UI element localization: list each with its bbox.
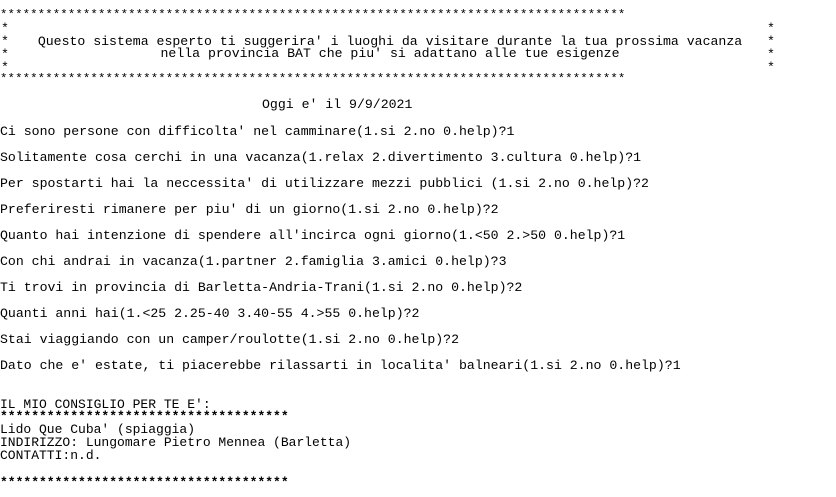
question-line <box>0 307 419 321</box>
banner-side-left: * <box>1 34 9 49</box>
banner-side-right: * <box>767 47 775 62</box>
banner-intro-line2: nella provincia BAT che piu' si adattano alle tue esigenze <box>160 46 620 61</box>
date-line: Oggi e' il 9/9/2021 <box>262 97 413 112</box>
question-text: Preferiresti rimanere per piu' di un giorno(1.si 2.no 0.help)? <box>0 202 491 217</box>
banner-side-left: * <box>1 60 9 75</box>
result-contacts: CONTATTI:n.d. <box>0 448 102 463</box>
result-address: INDIRIZZO: Lungomare Pietro Mennea (Barletta) <box>0 435 352 450</box>
question-line <box>0 229 625 243</box>
question-text: Ci sono persone con difficolta' nel camminare(1.si 2.no 0.help)? <box>0 124 507 139</box>
banner-intro-line1: Questo sistema esperto ti suggerira' i luoghi da visitare durante la tua prossima vacanza <box>37 34 743 49</box>
answer-input[interactable]: 2 <box>514 280 523 295</box>
answer-input[interactable]: 1 <box>506 124 515 139</box>
result-place: Lido Que Cuba' (spiaggia) <box>0 422 196 437</box>
question-text: Quanto hai intenzione di spendere all'incirca ogni giorno(1.<50 2.>50 0.help)? <box>0 228 618 243</box>
question-text: Quanti anni hai(1.<25 2.25-40 3.40-55 4.>55 0.help)? <box>0 306 412 321</box>
result-separator: ************************************* <box>0 409 289 424</box>
question-text: Per spostarti hai la neccessita' di utilizzare mezzi pubblici (1.si 2.no 0.help)? <box>0 176 642 191</box>
question-text: Con chi andrai in vacanza(1.partner 2.famiglia 3.amici 0.help)? <box>0 254 499 269</box>
answer-input[interactable]: 2 <box>451 332 460 347</box>
question-line <box>0 281 522 295</box>
question-text: Dato che e' estate, ti piacerebbe rilassarti in localita' balneari(1.si 2.no 0.help)? <box>0 358 673 373</box>
answer-input[interactable]: 3 <box>498 254 507 269</box>
answer-input[interactable]: 1 <box>672 358 681 373</box>
answer-input[interactable]: 1 <box>617 228 626 243</box>
banner-side-right: * <box>767 34 775 49</box>
question-text: Ti trovi in provincia di Barletta-Andria-Trani(1.si 2.no 0.help)? <box>0 280 515 295</box>
question-line <box>0 359 681 373</box>
banner-side-left: * <box>1 47 9 62</box>
answer-input[interactable]: 2 <box>490 202 499 217</box>
question-line <box>0 151 641 165</box>
banner-side-right: * <box>767 60 775 75</box>
answer-input[interactable]: 2 <box>641 176 649 191</box>
question-line <box>0 255 507 269</box>
question-text: Solitamente cosa cerchi in una vacanza(1.relax 2.divertimento 3.cultura 0.help)? <box>0 150 634 165</box>
question-line <box>0 333 459 347</box>
banner-side-left: * <box>1 21 9 36</box>
banner-side-right: * <box>767 21 775 36</box>
result-separator-bottom: ************************************* <box>0 475 289 490</box>
result-heading: IL MIO CONSIGLIO PER TE E': <box>0 397 211 412</box>
question-line <box>0 203 499 217</box>
answer-input[interactable]: 1 <box>633 150 642 165</box>
question-line <box>0 125 514 139</box>
question-line <box>0 177 649 191</box>
question-text: Stai viaggiando con un camper/roulotte(1.si 2.no 0.help)? <box>0 332 452 347</box>
banner-bottom-border: *********************************************************************************** <box>0 72 626 86</box>
answer-input[interactable]: 2 <box>411 306 420 321</box>
banner-top-border: *********************************************************************************** <box>0 8 626 22</box>
